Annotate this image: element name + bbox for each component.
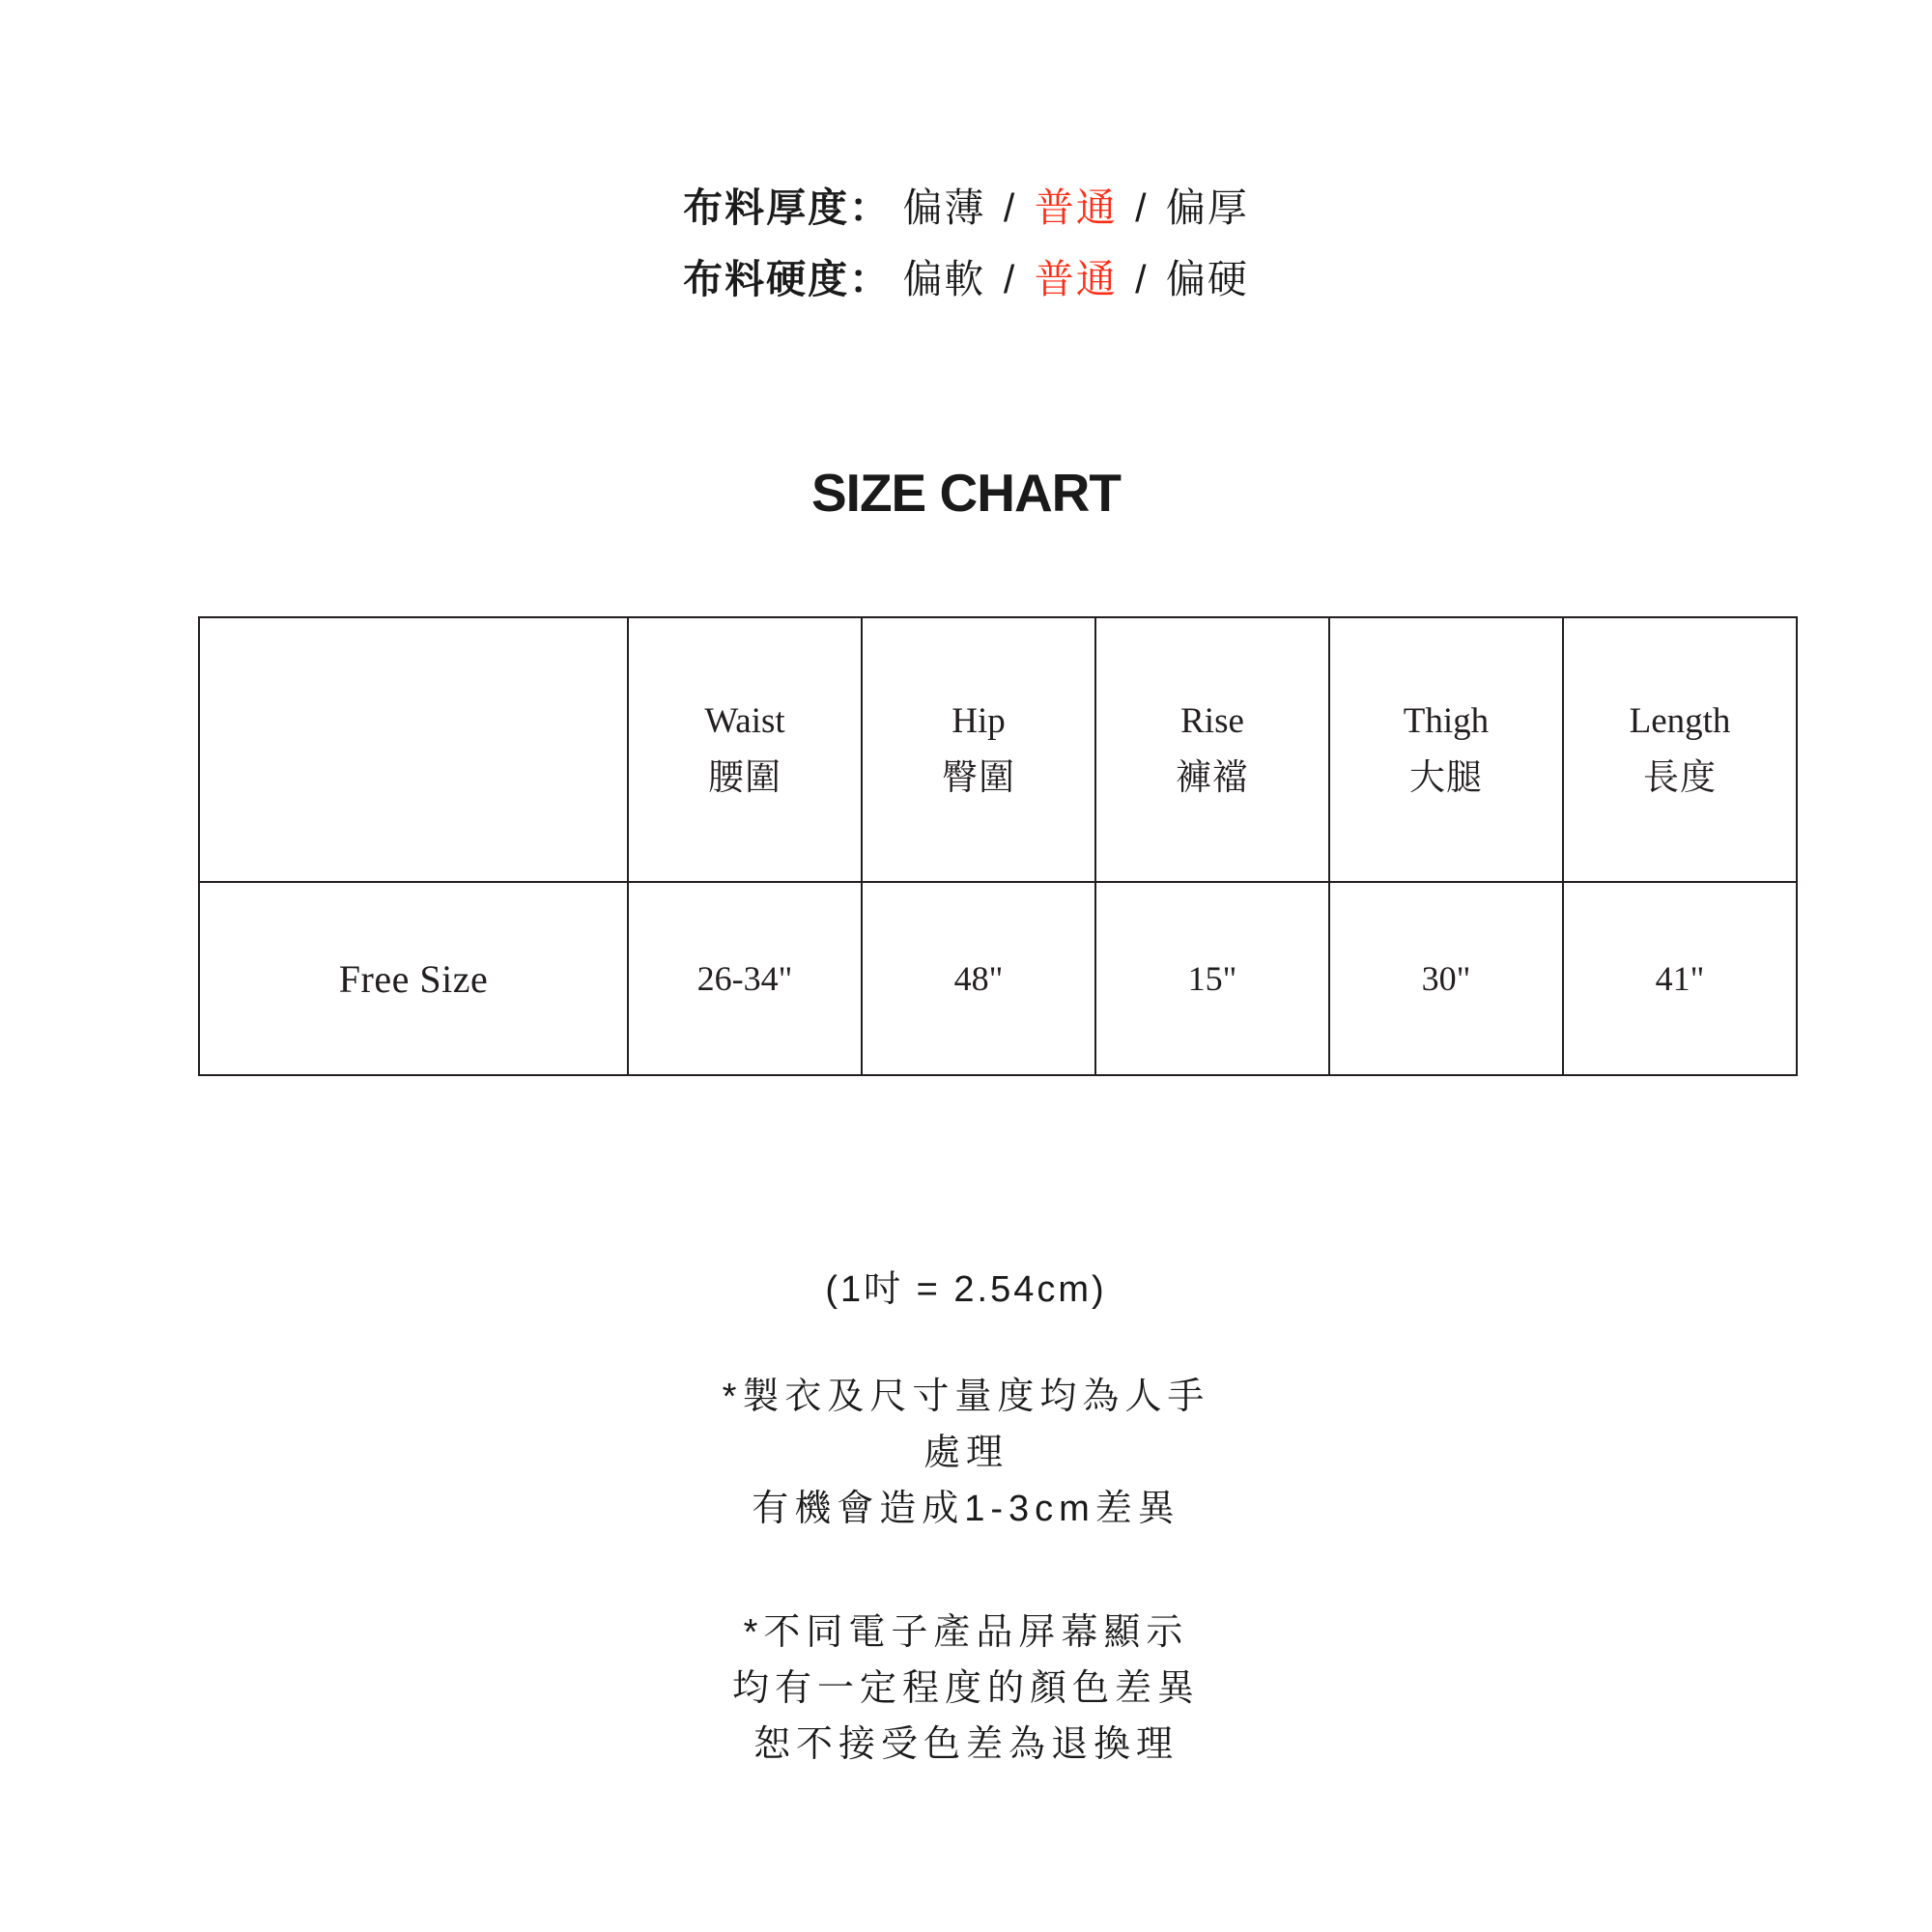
note-handmade-line-1: *製衣及尺寸量度均為人手 (722, 1377, 1210, 1417)
notes-section (0, 1261, 1932, 1773)
header-length-zh: 長度 (1643, 757, 1717, 797)
fabric-stiffness-line (0, 243, 1932, 315)
fabric-separator: / (1003, 185, 1017, 230)
note-handmade-line-3: 有機會造成1-3cm差異 (752, 1489, 1180, 1529)
cell-hip: 48" (862, 882, 1095, 1075)
note-unit-conversion: (1吋 = 2.54cm) (825, 1269, 1107, 1310)
header-waist-zh: 腰圍 (708, 757, 781, 797)
fabric-separator: / (1135, 185, 1149, 230)
table-header-thigh (1329, 617, 1563, 882)
fabric-properties (0, 172, 1932, 315)
fabric-separator: / (1135, 257, 1149, 301)
note-color-line-2: 均有一定程度的顏色差異 (731, 1668, 1200, 1709)
header-hip-en: Hip (952, 701, 1006, 741)
cell-waist: 26-34" (628, 882, 862, 1075)
header-hip-zh: 臀圍 (942, 757, 1015, 797)
cell-rise: 15" (1095, 882, 1329, 1075)
table-header-waist (628, 617, 862, 882)
fabric-stiffness-option-stiff: 偏硬 (1165, 257, 1249, 301)
fabric-stiffness-option-normal: 普通 (1034, 257, 1118, 301)
fabric-thickness-option-thin: 偏薄 (902, 185, 986, 230)
cell-length: 41" (1563, 882, 1797, 1075)
note-color-group (0, 1605, 1932, 1773)
note-color-line-1: *不同電子產品屏幕顯示 (743, 1612, 1189, 1653)
cell-thigh: 30" (1329, 882, 1563, 1075)
table-header-rise (1095, 617, 1329, 882)
header-rise-zh: 褲襠 (1176, 757, 1249, 797)
header-waist-en: Waist (704, 701, 785, 741)
table-corner-cell (199, 617, 628, 882)
table-header-row (199, 617, 1797, 882)
table-header-length (1563, 617, 1797, 882)
fabric-thickness-line (0, 172, 1932, 243)
fabric-stiffness-label: 布料硬度： (683, 257, 892, 301)
size-table-wrapper (198, 616, 1740, 1076)
fabric-thickness-option-normal: 普通 (1034, 185, 1118, 230)
fabric-thickness-option-thick: 偏厚 (1165, 185, 1249, 230)
row-size-label: Free Size (199, 882, 628, 1075)
note-handmade-group (0, 1369, 1932, 1537)
note-handmade-line-2: 處理 (923, 1433, 1009, 1473)
fabric-stiffness-option-soft: 偏軟 (902, 257, 986, 301)
page-title: SIZE CHART (811, 463, 1121, 523)
table-row (199, 882, 1797, 1075)
table-header-hip (862, 617, 1095, 882)
note-color-line-3: 恕不接受色差為退換理 (753, 1724, 1179, 1765)
header-length-en: Length (1629, 701, 1731, 741)
header-thigh-en: Thigh (1403, 701, 1490, 741)
header-thigh-zh: 大腿 (1409, 757, 1483, 797)
fabric-separator: / (1003, 257, 1017, 301)
header-rise-en: Rise (1180, 701, 1244, 741)
fabric-thickness-label: 布料厚度： (683, 185, 892, 230)
size-table (198, 616, 1798, 1076)
